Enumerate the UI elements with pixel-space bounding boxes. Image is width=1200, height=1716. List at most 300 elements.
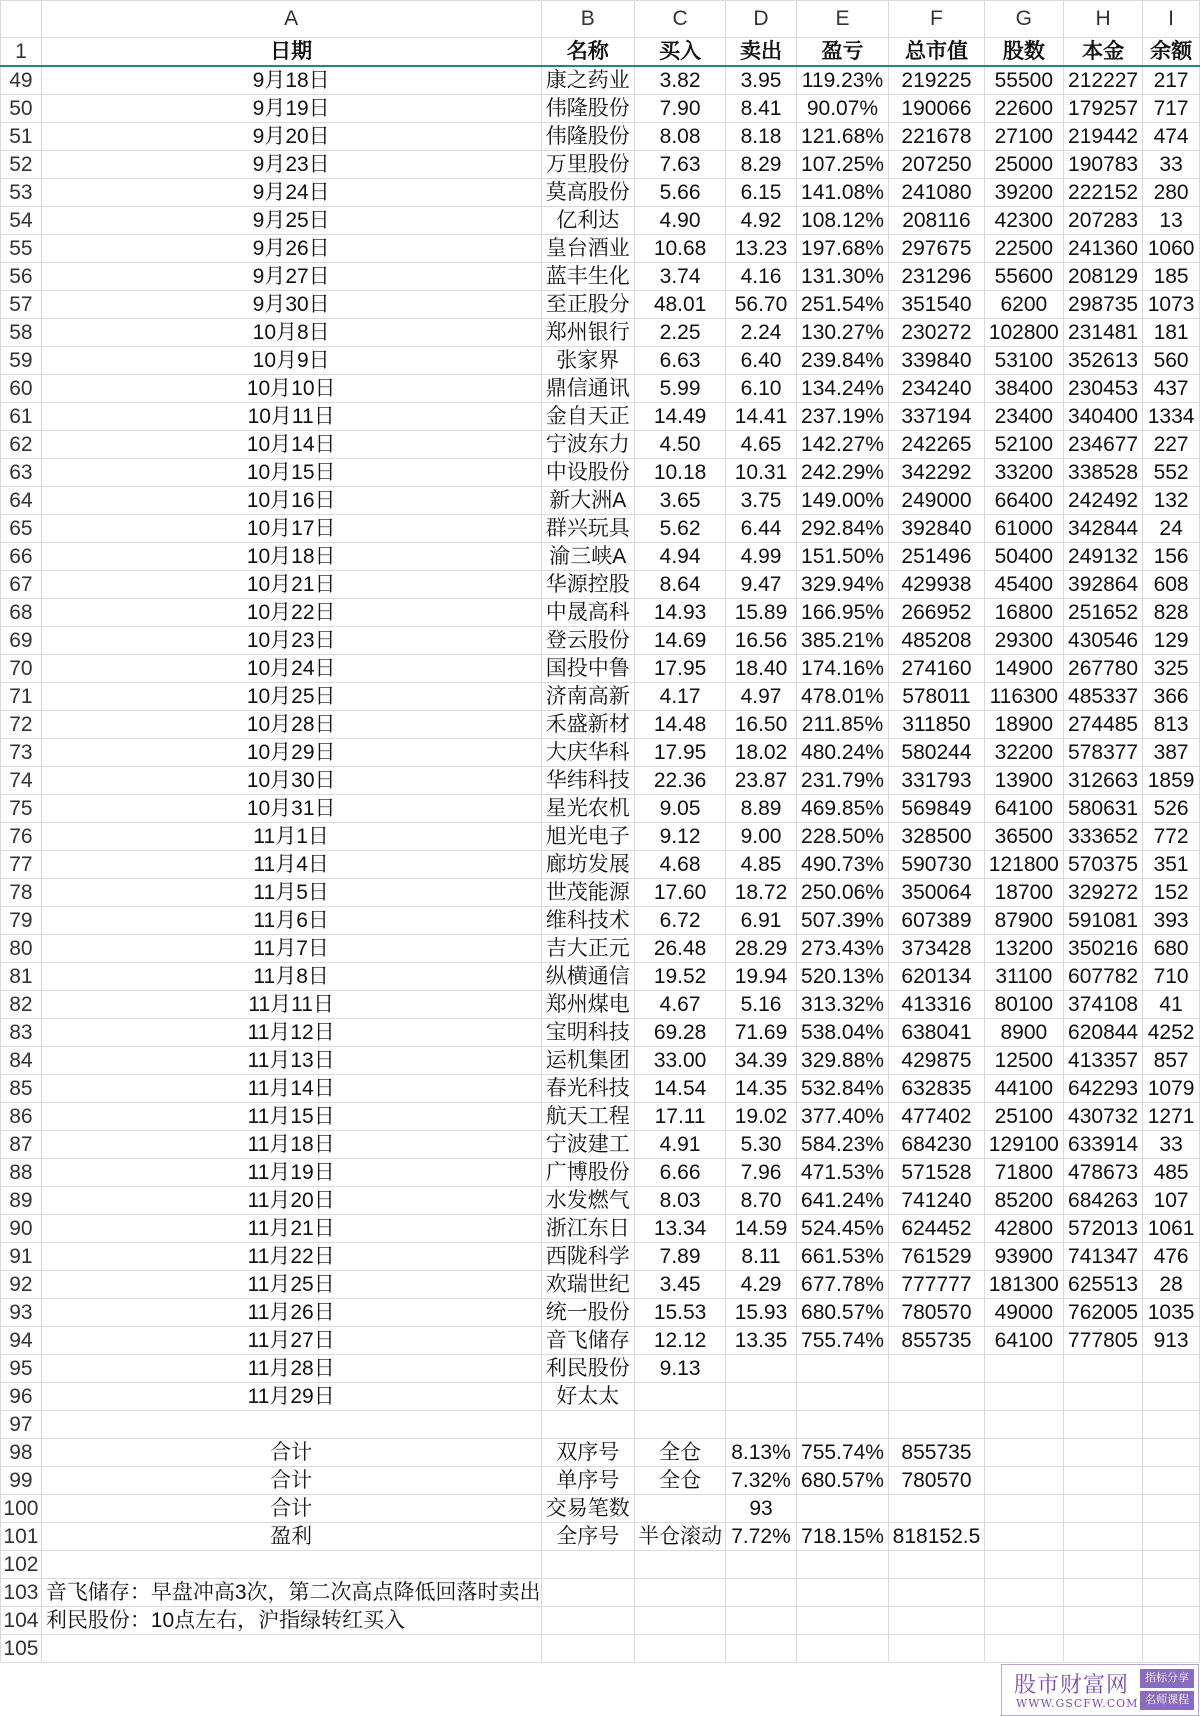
- row-number[interactable]: 68: [1, 599, 42, 627]
- cell-B[interactable]: 伟隆股份: [541, 123, 634, 151]
- cell-G[interactable]: 22500: [984, 235, 1063, 263]
- row-number[interactable]: 77: [1, 851, 42, 879]
- cell-G[interactable]: [984, 1635, 1063, 1663]
- cell-H[interactable]: 179257: [1063, 95, 1142, 123]
- cell-F[interactable]: 266952: [889, 599, 984, 627]
- cell-F[interactable]: 569849: [889, 795, 984, 823]
- cell-B[interactable]: 宁波东力: [541, 431, 634, 459]
- cell-B[interactable]: 春光科技: [541, 1075, 634, 1103]
- cell-D[interactable]: 16.50: [726, 711, 796, 739]
- cell-I[interactable]: 474: [1143, 123, 1200, 151]
- cell-F[interactable]: 780570: [889, 1299, 984, 1327]
- row-number[interactable]: 93: [1, 1299, 42, 1327]
- cell-G[interactable]: 39200: [984, 179, 1063, 207]
- row-number[interactable]: 95: [1, 1355, 42, 1383]
- cell-H[interactable]: 350216: [1063, 935, 1142, 963]
- cell-I[interactable]: [1143, 1467, 1200, 1495]
- cell-B[interactable]: [541, 1579, 634, 1607]
- cell-I[interactable]: 1060: [1143, 235, 1200, 263]
- cell-B[interactable]: [541, 1607, 634, 1635]
- cell-G[interactable]: 36500: [984, 823, 1063, 851]
- cell-H[interactable]: 607782: [1063, 963, 1142, 991]
- cell-C[interactable]: 5.66: [634, 179, 725, 207]
- cell-H[interactable]: 231481: [1063, 319, 1142, 347]
- cell-C[interactable]: 4.90: [634, 207, 725, 235]
- cell-E[interactable]: 469.85%: [796, 795, 889, 823]
- cell-A[interactable]: 10月22日: [41, 599, 541, 627]
- cell-F[interactable]: 571528: [889, 1159, 984, 1187]
- cell-G[interactable]: 42300: [984, 207, 1063, 235]
- cell-D[interactable]: 6.10: [726, 375, 796, 403]
- cell-I[interactable]: 717: [1143, 95, 1200, 123]
- cell-D[interactable]: 56.70: [726, 291, 796, 319]
- cell-D[interactable]: [726, 1635, 796, 1663]
- cell-E[interactable]: 471.53%: [796, 1159, 889, 1187]
- column-header-B[interactable]: B: [541, 1, 634, 38]
- cell-B[interactable]: 星光农机: [541, 795, 634, 823]
- cell-B[interactable]: 旭光电子: [541, 823, 634, 851]
- cell-I[interactable]: [1143, 1551, 1200, 1579]
- cell-B[interactable]: 浙江东日: [541, 1215, 634, 1243]
- cell-E[interactable]: 329.88%: [796, 1047, 889, 1075]
- cell-G[interactable]: 52100: [984, 431, 1063, 459]
- cell-H[interactable]: [1063, 1551, 1142, 1579]
- cell-G[interactable]: 121800: [984, 851, 1063, 879]
- cell-B[interactable]: 大庆华科: [541, 739, 634, 767]
- cell-E[interactable]: 677.78%: [796, 1271, 889, 1299]
- cell-I[interactable]: 813: [1143, 711, 1200, 739]
- cell-E[interactable]: 151.50%: [796, 543, 889, 571]
- cell-C[interactable]: 15.53: [634, 1299, 725, 1327]
- cell-G[interactable]: 33200: [984, 459, 1063, 487]
- cell-F[interactable]: [889, 1411, 984, 1439]
- cell-F[interactable]: 392840: [889, 515, 984, 543]
- cell-B[interactable]: 郑州煤电: [541, 991, 634, 1019]
- cell-I[interactable]: 129: [1143, 627, 1200, 655]
- cell-D[interactable]: 4.29: [726, 1271, 796, 1299]
- cell-H[interactable]: 298735: [1063, 291, 1142, 319]
- cell-C[interactable]: 2.25: [634, 319, 725, 347]
- cell-A[interactable]: 10月17日: [41, 515, 541, 543]
- note-text[interactable]: [41, 1635, 541, 1663]
- cell-B[interactable]: 全序号: [541, 1523, 634, 1551]
- cell-D[interactable]: [726, 1355, 796, 1383]
- cell-E[interactable]: 507.39%: [796, 907, 889, 935]
- row-number[interactable]: 54: [1, 207, 42, 235]
- cell-C[interactable]: [634, 1495, 725, 1523]
- cell-A[interactable]: 11月28日: [41, 1355, 541, 1383]
- cell-I[interactable]: [1143, 1383, 1200, 1411]
- cell-A[interactable]: 11月12日: [41, 1019, 541, 1047]
- cell-H[interactable]: 219442: [1063, 123, 1142, 151]
- cell-F[interactable]: 234240: [889, 375, 984, 403]
- cell-G[interactable]: 14900: [984, 655, 1063, 683]
- cell-G[interactable]: [984, 1439, 1063, 1467]
- cell-E[interactable]: 盈亏: [796, 38, 889, 67]
- cell-A[interactable]: [41, 1411, 541, 1439]
- cell-G[interactable]: 8900: [984, 1019, 1063, 1047]
- cell-D[interactable]: 71.69: [726, 1019, 796, 1047]
- row-number[interactable]: 97: [1, 1411, 42, 1439]
- row-number[interactable]: 86: [1, 1103, 42, 1131]
- cell-A[interactable]: 10月29日: [41, 739, 541, 767]
- cell-F[interactable]: 331793: [889, 767, 984, 795]
- cell-A[interactable]: 合计: [41, 1495, 541, 1523]
- cell-F[interactable]: 208116: [889, 207, 984, 235]
- cell-E[interactable]: 197.68%: [796, 235, 889, 263]
- cell-C[interactable]: [634, 1383, 725, 1411]
- cell-D[interactable]: 10.31: [726, 459, 796, 487]
- cell-E[interactable]: 292.84%: [796, 515, 889, 543]
- cell-I[interactable]: 28: [1143, 1271, 1200, 1299]
- cell-F[interactable]: 761529: [889, 1243, 984, 1271]
- cell-F[interactable]: 780570: [889, 1467, 984, 1495]
- cell-C[interactable]: 3.82: [634, 66, 725, 95]
- cell-H[interactable]: 329272: [1063, 879, 1142, 907]
- cell-C[interactable]: 8.03: [634, 1187, 725, 1215]
- cell-E[interactable]: 107.25%: [796, 151, 889, 179]
- cell-A[interactable]: 10月28日: [41, 711, 541, 739]
- cell-H[interactable]: 572013: [1063, 1215, 1142, 1243]
- cell-G[interactable]: 23400: [984, 403, 1063, 431]
- cell-H[interactable]: 741347: [1063, 1243, 1142, 1271]
- cell-E[interactable]: 480.24%: [796, 739, 889, 767]
- cell-I[interactable]: 913: [1143, 1327, 1200, 1355]
- row-number[interactable]: 70: [1, 655, 42, 683]
- cell-H[interactable]: 251652: [1063, 599, 1142, 627]
- row-number[interactable]: 71: [1, 683, 42, 711]
- cell-B[interactable]: 新大洲A: [541, 487, 634, 515]
- cell-B[interactable]: 世茂能源: [541, 879, 634, 907]
- cell-E[interactable]: 661.53%: [796, 1243, 889, 1271]
- cell-D[interactable]: 7.96: [726, 1159, 796, 1187]
- cell-F[interactable]: 241080: [889, 179, 984, 207]
- cell-F[interactable]: 590730: [889, 851, 984, 879]
- cell-A[interactable]: 11月22日: [41, 1243, 541, 1271]
- cell-F[interactable]: 429938: [889, 571, 984, 599]
- cell-I[interactable]: 余额: [1143, 38, 1200, 67]
- cell-I[interactable]: 1271: [1143, 1103, 1200, 1131]
- cell-B[interactable]: 交易笔数: [541, 1495, 634, 1523]
- cell-D[interactable]: 8.29: [726, 151, 796, 179]
- row-number[interactable]: 96: [1, 1383, 42, 1411]
- cell-D[interactable]: 7.32%: [726, 1467, 796, 1495]
- cell-B[interactable]: 中设股份: [541, 459, 634, 487]
- cell-E[interactable]: [796, 1495, 889, 1523]
- cell-A[interactable]: 11月13日: [41, 1047, 541, 1075]
- row-number[interactable]: 104: [1, 1607, 42, 1635]
- cell-F[interactable]: 207250: [889, 151, 984, 179]
- cell-E[interactable]: 584.23%: [796, 1131, 889, 1159]
- cell-D[interactable]: 5.16: [726, 991, 796, 1019]
- cell-E[interactable]: 174.16%: [796, 655, 889, 683]
- cell-C[interactable]: 5.99: [634, 375, 725, 403]
- cell-A[interactable]: 10月11日: [41, 403, 541, 431]
- cell-B[interactable]: 蓝丰生化: [541, 263, 634, 291]
- cell-D[interactable]: 19.94: [726, 963, 796, 991]
- cell-D[interactable]: 14.59: [726, 1215, 796, 1243]
- cell-B[interactable]: 名称: [541, 38, 634, 67]
- cell-E[interactable]: 641.24%: [796, 1187, 889, 1215]
- cell-D[interactable]: 19.02: [726, 1103, 796, 1131]
- cell-G[interactable]: 129100: [984, 1131, 1063, 1159]
- cell-C[interactable]: 8.08: [634, 123, 725, 151]
- cell-I[interactable]: 33: [1143, 151, 1200, 179]
- cell-I[interactable]: [1143, 1355, 1200, 1383]
- cell-F[interactable]: [889, 1355, 984, 1383]
- column-header-D[interactable]: D: [726, 1, 796, 38]
- row-number[interactable]: 100: [1, 1495, 42, 1523]
- cell-I[interactable]: 185: [1143, 263, 1200, 291]
- cell-I[interactable]: 526: [1143, 795, 1200, 823]
- cell-C[interactable]: 14.93: [634, 599, 725, 627]
- cell-H[interactable]: 333652: [1063, 823, 1142, 851]
- cell-H[interactable]: [1063, 1383, 1142, 1411]
- cell-C[interactable]: 14.49: [634, 403, 725, 431]
- cell-E[interactable]: [796, 1579, 889, 1607]
- cell-B[interactable]: 利民股份: [541, 1355, 634, 1383]
- cell-G[interactable]: [984, 1383, 1063, 1411]
- cell-F[interactable]: 190066: [889, 95, 984, 123]
- cell-B[interactable]: 亿利达: [541, 207, 634, 235]
- column-header-I[interactable]: I: [1143, 1, 1200, 38]
- cell-G[interactable]: 71800: [984, 1159, 1063, 1187]
- corner-cell[interactable]: [1, 1, 42, 38]
- cell-E[interactable]: 134.24%: [796, 375, 889, 403]
- row-number[interactable]: 65: [1, 515, 42, 543]
- cell-C[interactable]: 14.48: [634, 711, 725, 739]
- cell-E[interactable]: 329.94%: [796, 571, 889, 599]
- cell-H[interactable]: 684263: [1063, 1187, 1142, 1215]
- cell-B[interactable]: [541, 1551, 634, 1579]
- cell-G[interactable]: 13900: [984, 767, 1063, 795]
- cell-E[interactable]: 478.01%: [796, 683, 889, 711]
- cell-E[interactable]: 524.45%: [796, 1215, 889, 1243]
- cell-F[interactable]: 328500: [889, 823, 984, 851]
- row-number[interactable]: 83: [1, 1019, 42, 1047]
- cell-D[interactable]: 6.91: [726, 907, 796, 935]
- cell-D[interactable]: 3.75: [726, 487, 796, 515]
- row-number[interactable]: 79: [1, 907, 42, 935]
- cell-B[interactable]: 单序号: [541, 1467, 634, 1495]
- cell-H[interactable]: 591081: [1063, 907, 1142, 935]
- cell-H[interactable]: 374108: [1063, 991, 1142, 1019]
- cell-I[interactable]: 351: [1143, 851, 1200, 879]
- cell-A[interactable]: 9月27日: [41, 263, 541, 291]
- cell-H[interactable]: [1063, 1635, 1142, 1663]
- cell-H[interactable]: 642293: [1063, 1075, 1142, 1103]
- cell-H[interactable]: 207283: [1063, 207, 1142, 235]
- cell-D[interactable]: [726, 1411, 796, 1439]
- cell-G[interactable]: 25100: [984, 1103, 1063, 1131]
- cell-H[interactable]: [1063, 1467, 1142, 1495]
- cell-G[interactable]: 93900: [984, 1243, 1063, 1271]
- cell-A[interactable]: 11月4日: [41, 851, 541, 879]
- cell-B[interactable]: 中晟高科: [541, 599, 634, 627]
- cell-D[interactable]: 4.92: [726, 207, 796, 235]
- cell-A[interactable]: 11月18日: [41, 1131, 541, 1159]
- note-text[interactable]: 利民股份：10点左右，沪指绿转红买入: [41, 1607, 541, 1635]
- cell-A[interactable]: 10月30日: [41, 767, 541, 795]
- cell-C[interactable]: 19.52: [634, 963, 725, 991]
- cell-H[interactable]: [1063, 1411, 1142, 1439]
- cell-B[interactable]: 纵横通信: [541, 963, 634, 991]
- cell-B[interactable]: 禾盛新材: [541, 711, 634, 739]
- cell-A[interactable]: 11月8日: [41, 963, 541, 991]
- cell-E[interactable]: 520.13%: [796, 963, 889, 991]
- cell-C[interactable]: 17.95: [634, 655, 725, 683]
- cell-F[interactable]: 339840: [889, 347, 984, 375]
- cell-D[interactable]: 18.02: [726, 739, 796, 767]
- cell-F[interactable]: [889, 1495, 984, 1523]
- cell-G[interactable]: [984, 1579, 1063, 1607]
- cell-G[interactable]: 13200: [984, 935, 1063, 963]
- cell-D[interactable]: 4.99: [726, 543, 796, 571]
- cell-D[interactable]: 14.41: [726, 403, 796, 431]
- cell-F[interactable]: 580244: [889, 739, 984, 767]
- cell-E[interactable]: 231.79%: [796, 767, 889, 795]
- cell-E[interactable]: 273.43%: [796, 935, 889, 963]
- cell-B[interactable]: 欢瑞世纪: [541, 1271, 634, 1299]
- cell-I[interactable]: 393: [1143, 907, 1200, 935]
- cell-I[interactable]: [1143, 1579, 1200, 1607]
- cell-E[interactable]: 532.84%: [796, 1075, 889, 1103]
- cell-F[interactable]: 221678: [889, 123, 984, 151]
- cell-B[interactable]: 统一股份: [541, 1299, 634, 1327]
- cell-H[interactable]: 392864: [1063, 571, 1142, 599]
- row-number[interactable]: 59: [1, 347, 42, 375]
- cell-B[interactable]: 渝三峡A: [541, 543, 634, 571]
- row-number[interactable]: 85: [1, 1075, 42, 1103]
- cell-A[interactable]: 11月1日: [41, 823, 541, 851]
- cell-C[interactable]: 4.68: [634, 851, 725, 879]
- cell-I[interactable]: 4252: [1143, 1019, 1200, 1047]
- cell-I[interactable]: 710: [1143, 963, 1200, 991]
- cell-A[interactable]: 合计: [41, 1467, 541, 1495]
- cell-B[interactable]: 莫高股份: [541, 179, 634, 207]
- cell-E[interactable]: [796, 1411, 889, 1439]
- cell-F[interactable]: 242265: [889, 431, 984, 459]
- row-number[interactable]: 61: [1, 403, 42, 431]
- cell-C[interactable]: 9.05: [634, 795, 725, 823]
- cell-F[interactable]: 578011: [889, 683, 984, 711]
- row-number[interactable]: 67: [1, 571, 42, 599]
- cell-I[interactable]: 560: [1143, 347, 1200, 375]
- cell-G[interactable]: 22600: [984, 95, 1063, 123]
- cell-I[interactable]: [1143, 1495, 1200, 1523]
- cell-F[interactable]: 219225: [889, 66, 984, 95]
- cell-H[interactable]: 249132: [1063, 543, 1142, 571]
- cell-D[interactable]: 4.97: [726, 683, 796, 711]
- cell-I[interactable]: 387: [1143, 739, 1200, 767]
- cell-B[interactable]: [541, 1411, 634, 1439]
- cell-E[interactable]: 228.50%: [796, 823, 889, 851]
- cell-D[interactable]: 8.11: [726, 1243, 796, 1271]
- cell-B[interactable]: 皇台酒业: [541, 235, 634, 263]
- cell-C[interactable]: 4.67: [634, 991, 725, 1019]
- cell-G[interactable]: [984, 1551, 1063, 1579]
- cell-I[interactable]: [1143, 1411, 1200, 1439]
- cell-G[interactable]: 32200: [984, 739, 1063, 767]
- cell-C[interactable]: 9.12: [634, 823, 725, 851]
- cell-D[interactable]: 6.44: [726, 515, 796, 543]
- cell-D[interactable]: [726, 1551, 796, 1579]
- cell-H[interactable]: [1063, 1579, 1142, 1607]
- cell-C[interactable]: 69.28: [634, 1019, 725, 1047]
- cell-C[interactable]: 全仓: [634, 1439, 725, 1467]
- cell-A[interactable]: 10月15日: [41, 459, 541, 487]
- row-number[interactable]: 58: [1, 319, 42, 347]
- cell-C[interactable]: 6.63: [634, 347, 725, 375]
- cell-E[interactable]: 242.29%: [796, 459, 889, 487]
- cell-F[interactable]: 624452: [889, 1215, 984, 1243]
- cell-E[interactable]: 108.12%: [796, 207, 889, 235]
- cell-D[interactable]: 4.85: [726, 851, 796, 879]
- cell-A[interactable]: 11月11日: [41, 991, 541, 1019]
- cell-B[interactable]: [541, 1635, 634, 1663]
- cell-B[interactable]: 华源控股: [541, 571, 634, 599]
- cell-D[interactable]: 8.13%: [726, 1439, 796, 1467]
- note-text[interactable]: 音飞储存：早盘冲高3次，第二次高点降低回落时卖出: [41, 1579, 541, 1607]
- cell-F[interactable]: 274160: [889, 655, 984, 683]
- cell-D[interactable]: 4.16: [726, 263, 796, 291]
- cell-C[interactable]: [634, 1551, 725, 1579]
- cell-A[interactable]: 10月23日: [41, 627, 541, 655]
- row-number[interactable]: 88: [1, 1159, 42, 1187]
- cell-D[interactable]: 93: [726, 1495, 796, 1523]
- cell-E[interactable]: 142.27%: [796, 431, 889, 459]
- cell-G[interactable]: [984, 1523, 1063, 1551]
- cell-C[interactable]: 3.74: [634, 263, 725, 291]
- cell-H[interactable]: [1063, 1607, 1142, 1635]
- cell-E[interactable]: 718.15%: [796, 1523, 889, 1551]
- cell-G[interactable]: 31100: [984, 963, 1063, 991]
- cell-A[interactable]: 11月14日: [41, 1075, 541, 1103]
- cell-E[interactable]: [796, 1551, 889, 1579]
- cell-G[interactable]: 12500: [984, 1047, 1063, 1075]
- cell-A[interactable]: 合计: [41, 1439, 541, 1467]
- cell-C[interactable]: 17.60: [634, 879, 725, 907]
- cell-B[interactable]: 郑州银行: [541, 319, 634, 347]
- cell-D[interactable]: 6.40: [726, 347, 796, 375]
- row-number[interactable]: 64: [1, 487, 42, 515]
- row-number[interactable]: 66: [1, 543, 42, 571]
- cell-C[interactable]: 6.72: [634, 907, 725, 935]
- cell-A[interactable]: 9月20日: [41, 123, 541, 151]
- cell-D[interactable]: 6.15: [726, 179, 796, 207]
- cell-D[interactable]: 5.30: [726, 1131, 796, 1159]
- cell-G[interactable]: 42800: [984, 1215, 1063, 1243]
- cell-G[interactable]: [984, 1411, 1063, 1439]
- row-number[interactable]: 74: [1, 767, 42, 795]
- cell-H[interactable]: 633914: [1063, 1131, 1142, 1159]
- cell-B[interactable]: 双序号: [541, 1439, 634, 1467]
- cell-A[interactable]: 10月9日: [41, 347, 541, 375]
- cell-G[interactable]: 64100: [984, 1327, 1063, 1355]
- cell-H[interactable]: 340400: [1063, 403, 1142, 431]
- cell-C[interactable]: 26.48: [634, 935, 725, 963]
- cell-G[interactable]: 55500: [984, 66, 1063, 95]
- cell-H[interactable]: 222152: [1063, 179, 1142, 207]
- cell-B[interactable]: 广博股份: [541, 1159, 634, 1187]
- cell-A[interactable]: 11月26日: [41, 1299, 541, 1327]
- cell-D[interactable]: [726, 1579, 796, 1607]
- cell-F[interactable]: 231296: [889, 263, 984, 291]
- row-number[interactable]: 90: [1, 1215, 42, 1243]
- cell-D[interactable]: 卖出: [726, 38, 796, 67]
- cell-F[interactable]: 632835: [889, 1075, 984, 1103]
- cell-H[interactable]: 274485: [1063, 711, 1142, 739]
